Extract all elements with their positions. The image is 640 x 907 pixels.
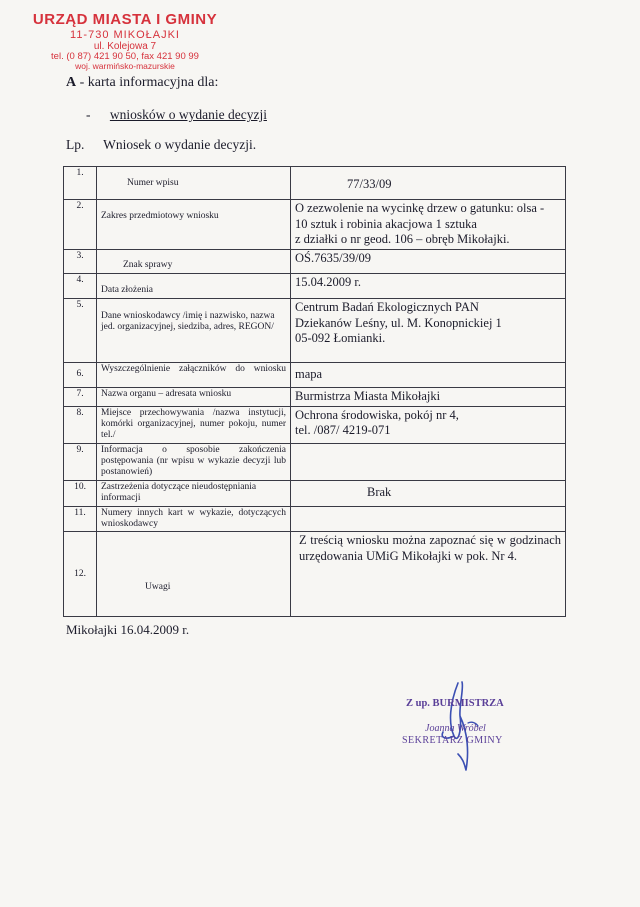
lp-label: Lp. xyxy=(66,137,85,152)
signature-line-1: Z up. BURMISTRZA xyxy=(406,698,504,709)
title-text: - karta informacyjna dla: xyxy=(79,75,219,90)
table-row xyxy=(64,298,566,362)
row-number: 12. xyxy=(64,532,97,617)
stamp-region: woj. warmińsko-mazurskie xyxy=(75,61,175,72)
subtitle-dash: - xyxy=(86,107,91,122)
row-number: 11. xyxy=(64,506,97,532)
signature-line-3: SEKRETARZ GMINY xyxy=(402,735,503,746)
row-value xyxy=(291,387,566,406)
table-row xyxy=(64,532,566,617)
value-line: mapa xyxy=(295,366,323,381)
stamp-postal-code: 11-730 MIKOŁAJKI xyxy=(70,28,180,41)
row-value xyxy=(291,200,566,250)
value-line: 10 sztuk i robinia akacjowa 1 sztuka xyxy=(295,216,477,231)
row-label: Nazwa organu – adresata wniosku xyxy=(97,387,291,406)
row-label: Informacja o sposobie zakończenia postępowania (nr wpisu w wykazie decyzji lub postanowień) xyxy=(97,443,291,480)
table-row xyxy=(64,167,566,200)
value-line: Dziekanów Leśny, ul. M. Konopnickiej 1 xyxy=(295,315,502,330)
value-line: Burmistrza Miasta Mikołajki xyxy=(295,388,441,403)
table-row xyxy=(64,480,566,506)
subtitle-link: wniosków o wydanie decyzji xyxy=(109,107,267,122)
row-value xyxy=(291,506,566,532)
value-line: O zezwolenie na wycinkę drzew o gatunku: olsa - xyxy=(295,201,545,215)
row-value xyxy=(291,406,566,443)
row-value xyxy=(291,298,566,362)
row-label: Wyszczególnienie załączników do wniosku xyxy=(97,362,291,387)
row-label: Znak sprawy xyxy=(97,249,291,273)
row-number: 3. xyxy=(64,249,97,273)
value-line: tel. /087/ 4219-071 xyxy=(295,423,391,438)
value-line: z działki o nr geod. 106 – obręb Mikołajki. xyxy=(295,232,510,247)
info-card-table xyxy=(63,166,566,617)
value-line: Z treścią wniosku można zapoznać się w godzinach urzędowania UMiG Mikołajki w pok. Nr 4. xyxy=(299,533,561,564)
lp-heading xyxy=(66,137,256,153)
value-line: 05-092 Łomianki. xyxy=(295,331,386,346)
signature-name: Joanna Wróbel xyxy=(425,723,486,734)
row-label: Numer wpisu xyxy=(97,167,291,200)
table-row xyxy=(64,249,566,273)
table-row xyxy=(64,443,566,480)
row-number: 10. xyxy=(64,480,97,506)
row-number: 2. xyxy=(64,200,97,250)
table-row xyxy=(64,273,566,298)
row-value xyxy=(291,362,566,387)
row-label: Dane wnioskodawcy /imię i nazwisko, nazwa jed. organizacyjnej, siedziba, adres, REGON/ xyxy=(97,298,291,362)
stamp-phone: tel. (0 87) 421 90 50, fax 421 90 99 xyxy=(51,50,199,62)
table-row xyxy=(64,200,566,250)
row-number: 4. xyxy=(64,273,97,298)
row-label: Uwagi xyxy=(97,532,291,617)
stamp-street: ul. Kolejowa 7 xyxy=(93,40,157,52)
subtitle xyxy=(86,107,267,123)
row-value xyxy=(291,273,566,298)
row-number: 6. xyxy=(64,362,97,387)
value-line: 15.04.2009 r. xyxy=(295,274,361,289)
row-number: 1. xyxy=(64,167,97,200)
title-prefix: A xyxy=(66,75,77,90)
page-title xyxy=(66,75,218,91)
row-value xyxy=(291,167,566,200)
value-line: Centrum Badań Ekologicznych PAN xyxy=(295,299,479,314)
table-row xyxy=(64,506,566,532)
row-number: 8. xyxy=(64,406,97,443)
place-and-date: Mikołajki 16.04.2009 r. xyxy=(66,622,190,637)
row-label: Miejsce przechowywania /nazwa instytucji, komórki organizacyjnej, numer pokoju, numer tel./ xyxy=(97,406,291,443)
value-line: Brak xyxy=(367,484,392,499)
table-row xyxy=(64,406,566,443)
row-label: Numery innych kart w wykazie, dotyczących wnioskodawcy xyxy=(97,506,291,532)
row-label: Zakres przedmiotowy wniosku xyxy=(97,200,291,250)
value-line: Ochrona środowiska, pokój nr 4, xyxy=(295,407,459,422)
row-number: 9. xyxy=(64,443,97,480)
table-row xyxy=(64,387,566,406)
row-number: 5. xyxy=(64,298,97,362)
row-value xyxy=(291,480,566,506)
signature-block xyxy=(398,678,528,778)
row-number: 7. xyxy=(64,387,97,406)
office-stamp xyxy=(30,12,220,71)
row-label: Zastrzeżenia dotyczące nieudostępniania informacji xyxy=(97,480,291,506)
value-line: OŚ.7635/39/09 xyxy=(295,250,372,265)
row-value xyxy=(291,443,566,480)
row-label: Data złożenia xyxy=(97,273,291,298)
lp-text: Wniosek o wydanie decyzji. xyxy=(103,137,257,152)
table-row xyxy=(64,362,566,387)
value-line: 77/33/09 xyxy=(347,177,392,191)
row-value xyxy=(291,249,566,273)
row-value xyxy=(291,532,566,617)
stamp-office-name: URZĄD MIASTA I GMINY xyxy=(32,11,218,28)
